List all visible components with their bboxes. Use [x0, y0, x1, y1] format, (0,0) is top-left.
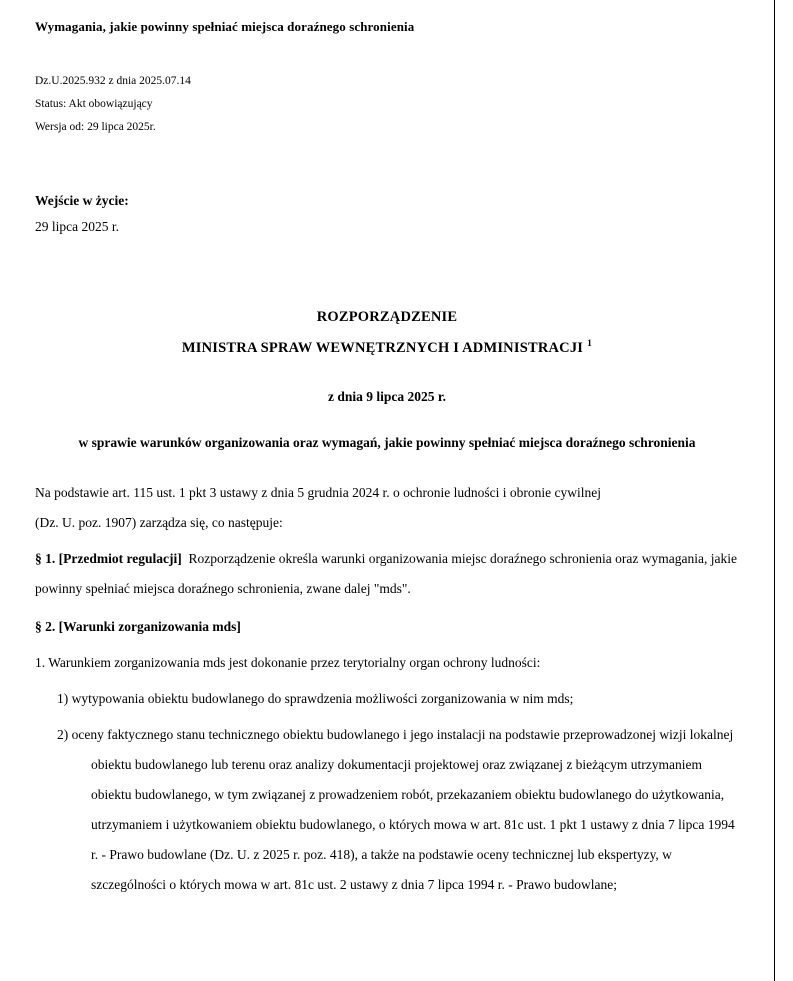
- act-title-footnote-marker: 1: [587, 339, 593, 350]
- entry-into-force-block: [35, 188, 739, 240]
- document-header-title: Wymagania, jakie powinny spełniać miejsca doraźnego schronienia: [35, 19, 415, 34]
- preamble-line-1: Na podstawie art. 115 ust. 1 pkt 3 ustawy z dnia 5 grudnia 2024 r. o ochronie ludności i obronie cywilnej: [35, 485, 602, 500]
- metadata-publication-id: Dz.U.2025.932 z dnia 2025.07.14: [35, 75, 191, 87]
- paragraph-1-marker: § 1. [Przedmiot regulacji]: [35, 551, 182, 566]
- paragraph-2-sub-item-1: 1) wytypowania obiektu budowlanego do sprawdzenia możliwości zorganizowania w nim mds;: [57, 691, 574, 706]
- entry-into-force-date: 29 lipca 2025 r.: [35, 219, 119, 234]
- paragraph-1: [35, 538, 739, 604]
- act-title-block: [35, 302, 739, 458]
- act-title-line-1: ROZPORZĄDZENIE: [316, 309, 458, 325]
- document-body: [35, 472, 739, 900]
- metadata-version: Wersja od: 29 lipca 2025r.: [35, 121, 156, 133]
- paragraph-2-item-1: 1. Warunkiem zorganizowania mds jest dokonanie przez terytorialny organ ochrony ludności:: [35, 655, 541, 670]
- paragraph-1-text: Rozporządzenie określa warunki organizowania miejsc doraźnego schronienia oraz wymagania, jakie powinny spełniać miejsca doraźnego schronienia, zwane dalej "mds".: [35, 551, 737, 596]
- act-title-date: z dnia 9 lipca 2025 r.: [327, 389, 446, 404]
- preamble-line-2: (Dz. U. poz. 1907) zarządza się, co następuje:: [35, 515, 283, 530]
- entry-into-force-label: Wejście w życie:: [35, 193, 129, 208]
- metadata-status: Status: Akt obowiązujący: [35, 98, 153, 110]
- act-title-line-2-text: MINISTRA SPRAW WEWNĘTRZNYCH I ADMINISTRACJI: [181, 340, 584, 356]
- document-metadata: [35, 70, 739, 139]
- paragraph-2-heading: § 2. [Warunki zorganizowania mds]: [35, 619, 241, 634]
- paragraph-2-sub-item-2: 2) oceny faktycznego stanu technicznego obiektu budowlanego i jego instalacji na podstawie przeprowadzonej wizji lokalnej obiektu budowlanego lub terenu oraz analizy dokumentacji projektowej oraz związanej z bieżącym utrzymaniem obiektu budowlanego, w tym związanej z prowadzeniem robót, przekazaniem obiektu budowlanego do użytkowania, utrzymaniem i użytkowaniem obiektu budowlanego, o których mowa w art. 81c ust. 1 pkt 1 ustawy z dnia 7 lipca 1994 r. - Prawo budowlane (Dz. U. z 2025 r. poz. 418), a także na podstawie oceny technicznej lub ekspertyzy, w szczególności o których mowa w art. 81c ust. 2 ustawy z dnia 7 lipca 1994 r. - Prawo budowlane;: [57, 727, 735, 892]
- act-title-line-2: [35, 333, 739, 364]
- act-title-subject: w sprawie warunków organizowania oraz wymagań, jakie powinny spełniać miejsca doraźnego schronienia: [78, 435, 696, 450]
